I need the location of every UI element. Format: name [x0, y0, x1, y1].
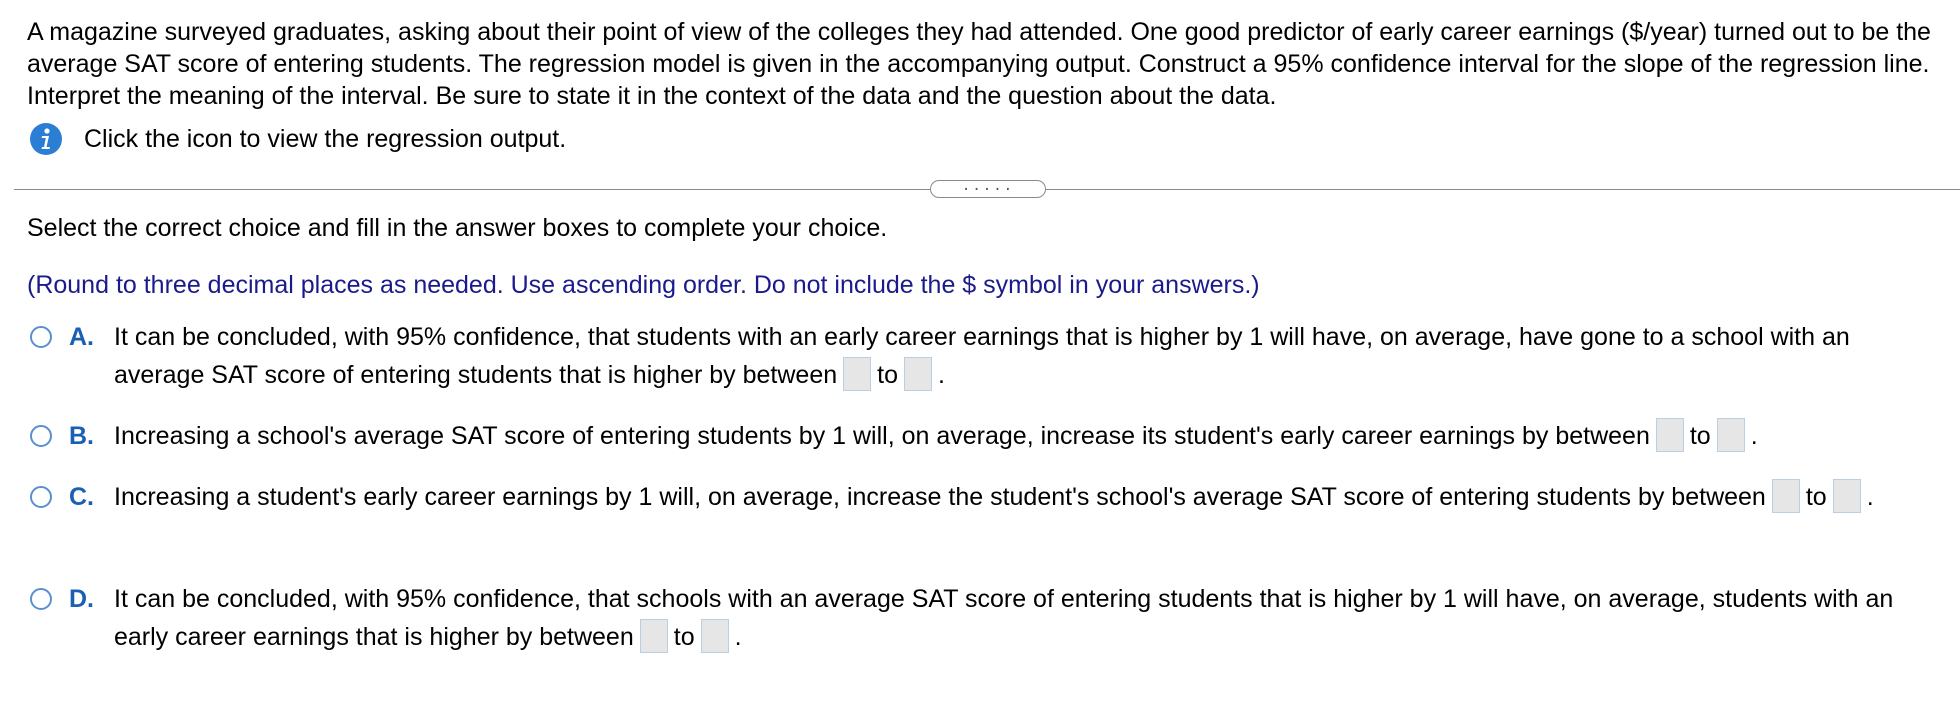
divider-handle[interactable]: .....: [930, 180, 1046, 198]
choice-a-text-middle: to: [877, 361, 898, 389]
choice-b-text-after: .: [1750, 422, 1758, 450]
choice-b-letter: B.: [69, 422, 94, 450]
choice-c-text: [114, 478, 1940, 516]
choice-b[interactable]: [30, 417, 1940, 455]
choice-d-text-before: It can be concluded, with 95% confidence, that schools with an average SAT score of entering students that is higher by 1 will have, on average, students with an early career earnings that is higher by between: [114, 585, 1894, 651]
choice-b-radio[interactable]: [30, 425, 52, 447]
choice-d[interactable]: [30, 580, 1940, 656]
choice-c-radio[interactable]: [30, 486, 52, 508]
choice-d-lower-input[interactable]: [640, 619, 668, 653]
choice-c-upper-input[interactable]: [1833, 479, 1861, 513]
info-row: [27, 122, 566, 156]
choice-c-letter: C.: [69, 483, 94, 511]
choice-d-radio[interactable]: [30, 588, 52, 610]
choice-a-text-after: .: [937, 361, 945, 389]
info-icon[interactable]: [27, 122, 65, 156]
choice-b-text-middle: to: [1689, 422, 1711, 450]
choice-b-lower-input[interactable]: [1656, 418, 1684, 452]
rounding-hint: (Round to three decimal places as needed. Use ascending order. Do not include the $ symbol in your answers.): [27, 271, 1260, 299]
choice-c-text-middle: to: [1805, 483, 1827, 511]
question-text: A magazine surveyed graduates, asking about their point of view of the colleges they had attended. One good predictor of early career earnings ($/year) turned out to be the average SAT score of entering students. The regression model is given in the accompanying output. Construct a 95% confidence interval for the slope of the regression line. Interpret the meaning of the interval. Be sure to state it in the context of the data and the question about the data.: [27, 18, 1931, 110]
choice-b-text-before: Increasing a school's average SAT score of entering students by 1 will, on average, increase its student's early career earnings by between: [114, 422, 1650, 450]
choice-a-letter: A.: [69, 323, 94, 351]
choice-d-text-middle: to: [673, 623, 695, 651]
choice-c[interactable]: [30, 478, 1940, 516]
choice-d-letter: D.: [69, 585, 94, 613]
choice-c-text-after: .: [1866, 483, 1874, 511]
choice-a-upper-input[interactable]: [904, 357, 932, 391]
view-regression-output-link[interactable]: Click the icon to view the regression output.: [84, 124, 567, 153]
choice-c-text-before: Increasing a student's early career earnings by 1 will, on average, increase the student's school's average SAT score of entering students by between: [114, 483, 1766, 511]
choice-a-radio[interactable]: [30, 326, 52, 348]
choice-d-text-after: .: [734, 623, 742, 651]
choice-a-lower-input[interactable]: [843, 357, 871, 391]
choice-d-text: [114, 580, 1940, 656]
choice-a-text: [114, 318, 1940, 394]
choice-c-lower-input[interactable]: [1772, 479, 1800, 513]
choice-b-upper-input[interactable]: [1717, 418, 1745, 452]
choice-b-text: [114, 417, 1940, 455]
instruction-text: Select the correct choice and fill in the answer boxes to complete your choice.: [27, 214, 888, 242]
choice-d-upper-input[interactable]: [701, 619, 729, 653]
choice-a-text-before: It can be concluded, with 95% confidence, that students with an early career earnings that is higher by 1 will have, on average, have gone to a school with an average SAT score of entering students that is higher by between: [114, 323, 1850, 389]
choice-a[interactable]: [30, 318, 1940, 394]
